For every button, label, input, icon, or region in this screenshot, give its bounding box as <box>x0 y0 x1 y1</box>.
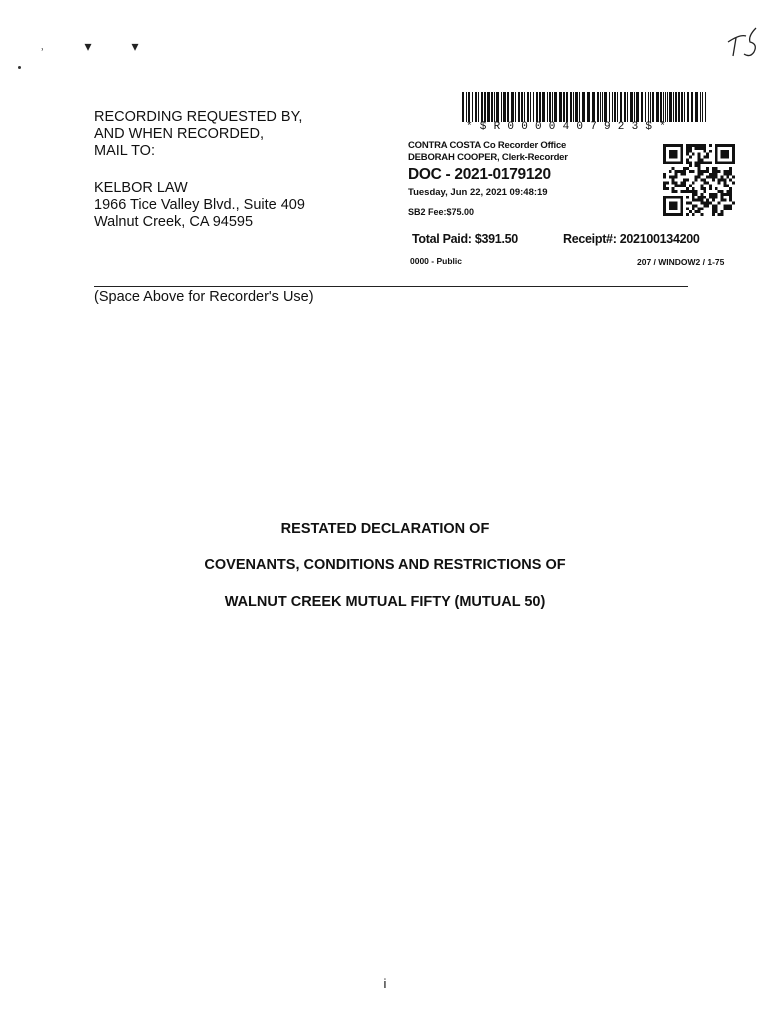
public-code: 0000 - Public <box>410 256 462 266</box>
scan-marks: ˒ ▾ ▾ <box>40 38 157 54</box>
recording-line-1: RECORDING REQUESTED BY, <box>94 109 303 125</box>
mail-to-street: 1966 Tice Valley Blvd., Suite 409 <box>94 197 305 213</box>
document-title-line-2: COVENANTS, CONDITIONS AND RESTRICTIONS OF <box>204 557 566 573</box>
clerk-recorder-name: DEBORAH COOPER, Clerk-Recorder <box>408 152 568 163</box>
recording-line-2: AND WHEN RECORDED, <box>94 126 264 142</box>
mail-to-name: KELBOR LAW <box>94 180 188 196</box>
handwritten-number-mark <box>722 24 762 64</box>
page-number: i <box>383 976 387 991</box>
recording-datetime: Tuesday, Jun 22, 2021 09:48:19 <box>408 187 548 198</box>
document-title-line-1: RESTATED DECLARATION OF <box>280 521 490 537</box>
recording-line-3: MAIL TO: <box>94 143 155 159</box>
mail-to-address <box>94 180 305 231</box>
mail-to-city: Walnut Creek, CA 94595 <box>94 214 254 230</box>
barcode-text: *$R0000407923$* <box>466 121 674 133</box>
qr-code-image <box>663 144 735 216</box>
document-number: DOC - 2021-0179120 <box>408 166 551 183</box>
space-above-label: (Space Above for Recorder's Use) <box>94 289 314 305</box>
recorder-office: CONTRA COSTA Co Recorder Office <box>408 140 567 151</box>
receipt-number: Receipt#: 202100134200 <box>563 232 700 246</box>
window-code: 207 / WINDOW2 / 1-75 <box>637 257 725 267</box>
barcode-image <box>462 92 706 122</box>
document-title-line-3: WALNUT CREEK MUTUAL FIFTY (MUTUAL 50) <box>224 594 546 610</box>
scan-dot <box>18 66 21 69</box>
sb2-fee: SB2 Fee:$75.00 <box>408 207 475 217</box>
recorder-use-divider <box>94 286 688 287</box>
recording-requested-block <box>94 109 302 160</box>
total-paid: Total Paid: $391.50 <box>412 232 518 246</box>
